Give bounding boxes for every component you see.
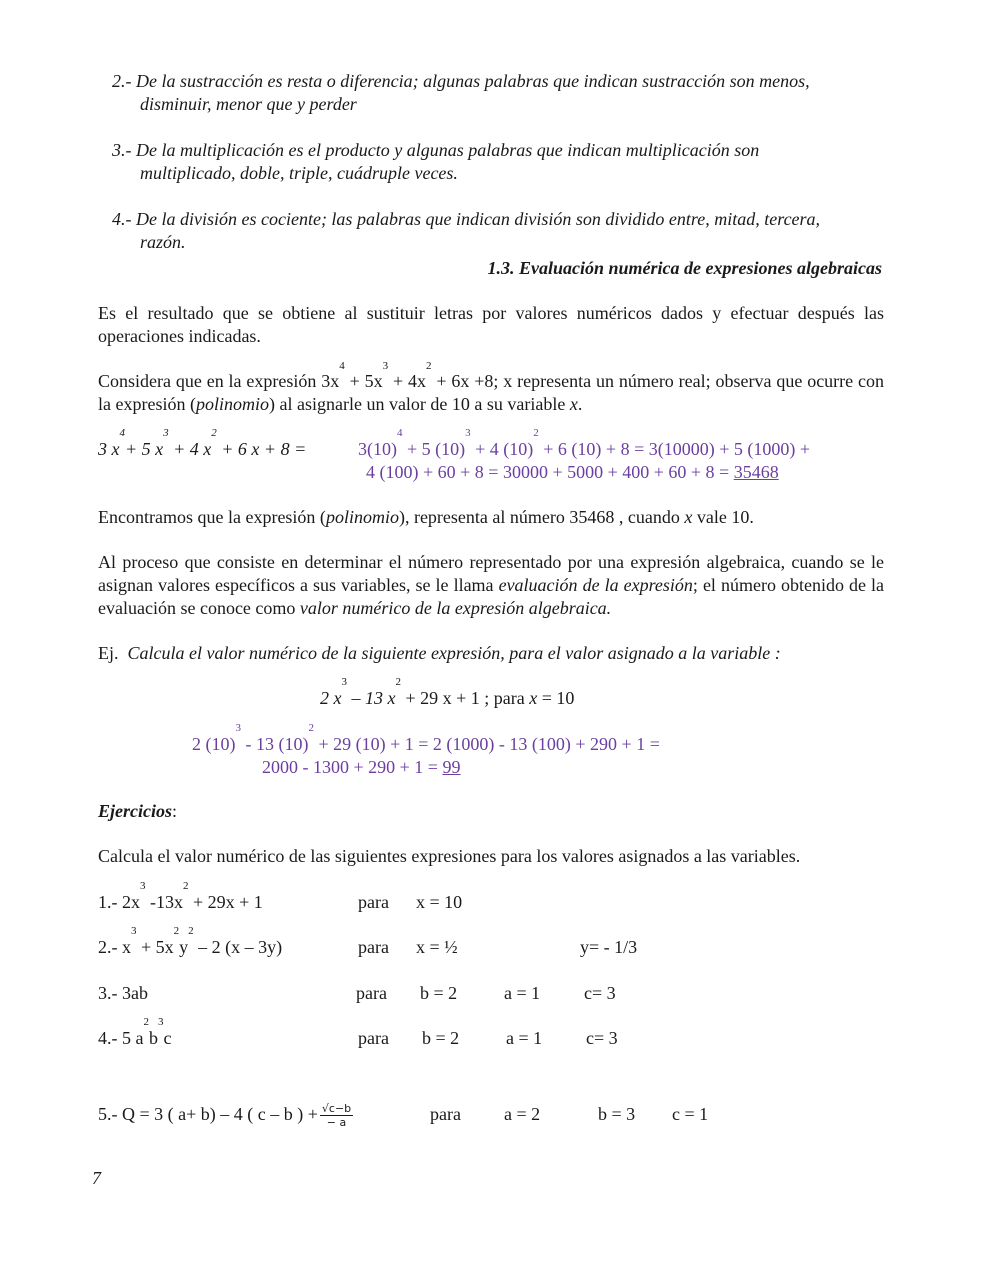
exercise-para: para [358,892,389,912]
list-number: 3.- [112,140,132,160]
exercise-para: para [356,983,387,1003]
exercise-3 [98,981,884,1005]
example-label: Ej. [98,643,119,663]
exercise-para: para [358,937,389,957]
exercises-instruction: Calcula el valor numérico de las siguientes expresiones para los valores asignados a las variables. [98,846,801,866]
exercise-expression: 2.- $x^3 + 5x^2y^2 - 2$ (x – 3y) [98,925,283,957]
example-instruction [98,642,884,665]
list-item-multiplicacion [112,139,884,185]
exercise-5 [98,1101,884,1133]
exercise-value: x = 10 [416,892,463,912]
paragraph-result: Encontramos que la expresión (polinomio), representa al número 35468 , cuando x vale 10. [98,507,754,527]
exercise-value: c= 3 [584,983,616,1003]
exercise-value: a = 2 [504,1104,541,1124]
example2-line2: 2000 - 1300 + 290 + 1 = 99 [262,757,461,777]
exercise-value: a = 1 [506,1028,543,1048]
exercise-value: b = 2 [420,983,458,1003]
exercise-value: c = 1 [672,1104,709,1124]
exercise-expression: 3.- 3ab [98,983,148,1003]
example-text: Calcula el valor numérico de la siguiente expresión, para el valor asignado a la variable : [127,643,781,663]
exercise-value: y= - 1/3 [580,937,638,957]
example2-expression: 2 $x^3 - 13$ $x^2 + 29$ x + 1 ; para x = 10 [320,676,575,708]
list-item-division [112,208,884,254]
exercise-para: para [430,1104,461,1124]
list-text-line2: disminuir, menor que y perder [140,94,357,114]
list-number: 2.- [112,71,132,91]
paragraph-consider: Considera que en la expresión $3x^4 + 5x^3 + 4x^2 + 6x +8$; x representa un número real; observa que ocurre con la expresión (polinomio) al asignarle un valor de 10 a su variable x. [98,360,885,414]
list-text-line1: De la multiplicación es el producto y algunas palabras que indican multiplicación son [136,140,760,160]
exercise-expression: 5.- Q = 3 ( a+ b) – 4 ( c – b ) + $\frac{√c-b}{- a}$ [98,1102,352,1130]
example1-line1 [98,427,884,461]
list-text-line2: multiplicado, doble, triple, cuádruple veces. [140,163,458,183]
list-item-sustraccion [112,70,884,116]
exercise-expression: 1.- $2x^3$ $-13x^2 + 29x + 1$ [98,880,263,912]
exercise-4 [98,1016,884,1050]
exercise-para: para [358,1028,389,1048]
exercise-value: c= 3 [586,1028,618,1048]
example1-continuation: 4 (100) + 60 + 8 = 30000 + 5000 + 400 + 60 + 8 = 35468 [366,462,779,482]
list-number: 4.- [112,209,132,229]
list-text-line1: De la sustracción es resta o diferencia; algunas palabras que indican sustracción son menos, [136,71,810,91]
exercise-expression: 4.- 5 $a^2b^3c$ [98,1016,172,1048]
paragraph-definition: Es el resultado que se obtiene al sustituir letras por valores numéricos dados y efectuar después las operaciones indicadas. [98,303,884,346]
paragraph-process: Al proceso que consiste en determinar el número representado por una expresión algebraica, cuando se le asignan valores específicos a sus variables, se le llama evaluación de la expresión; el número obtenido de la evaluación se conoce como valor numérico de la expresión algebraica. [98,552,884,618]
exercise-value: a = 1 [504,983,541,1003]
exercise-2 [98,925,884,959]
section-heading: 1.3. Evaluación numérica de expresiones algebraicas [487,258,882,278]
example2-line1: 2 $(10)^3 - 13$ $(10)^2 + 29$ (10) + 1 = 2 (1000) - 13 (100) + 290 + 1 = [192,722,660,754]
example1-line2 [98,460,884,484]
list-text-line1: De la división es cociente; las palabras que indican división son dividido entre, mitad, tercera, [136,209,821,229]
exercise-value: b = 2 [422,1028,460,1048]
exercise-value: b = 3 [598,1104,636,1124]
fraction: $\frac{√c-b}{- a}$ [321,1102,352,1130]
example1-result: 35468 [733,462,779,482]
exercise-value: x = ½ [416,937,458,957]
example2-result: 99 [442,757,461,777]
example1-lhs: 3 $x^4+ 5$ $x^3 + 4$ $x^2 + 6$ x + 8 = [98,427,307,459]
exercise-1 [98,880,884,914]
list-text-line2: razón. [140,232,186,252]
exercises-title: Ejercicios: [98,801,178,821]
page-number: 7 [92,1168,101,1188]
example1-rhs: $3(10)^4 + 5$ $(10)^3 + 4$ $(10)^2 + 6$ (10) + 8 = 3(10000) + 5 (1000) + [358,427,811,459]
